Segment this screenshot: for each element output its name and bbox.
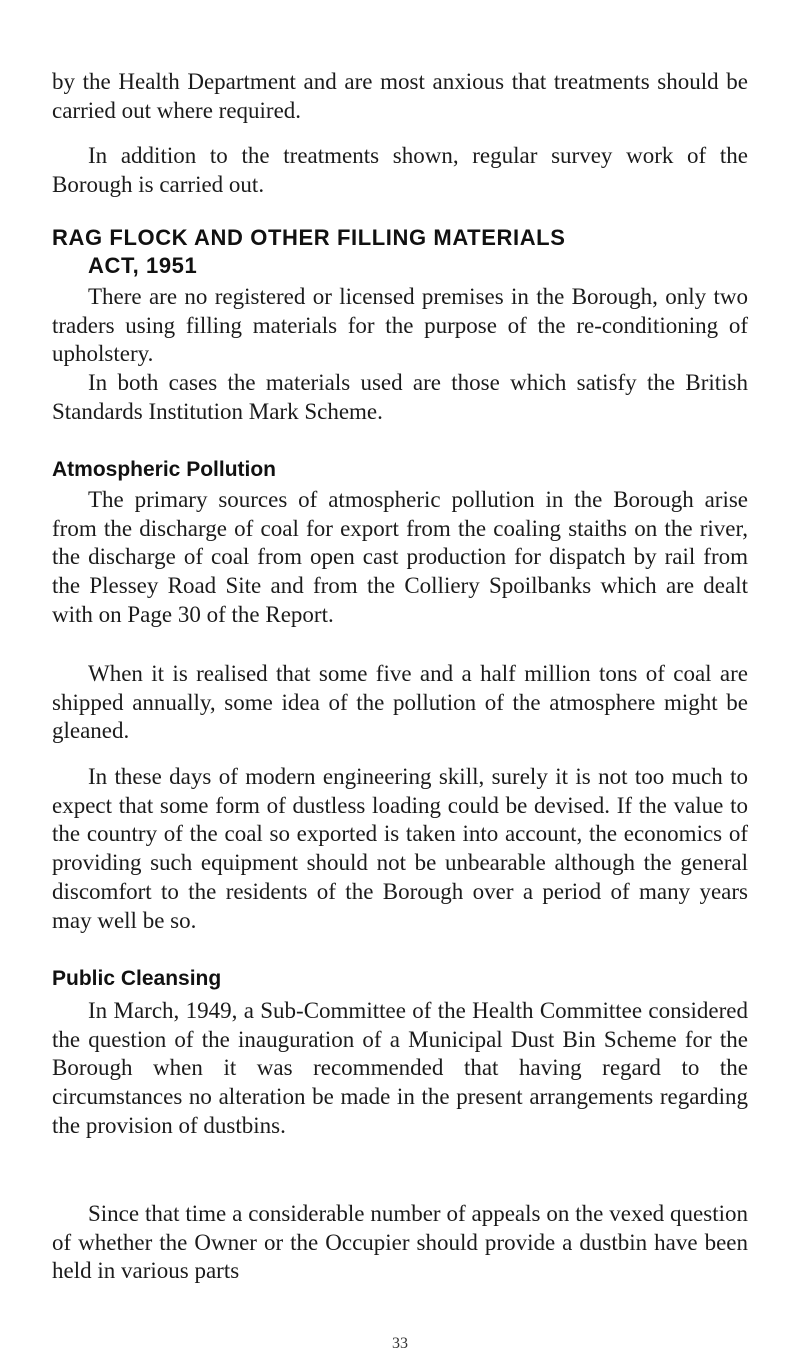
paragraph-british-standards: In both cases the materials used are those which satisfy the British Standards Institution Mark Scheme. [52, 370, 748, 424]
paragraph-registered-premises: There are no registered or licensed premises in the Borough, only two traders using filling materials for the purpose of the re-conditioning of upholstery. [52, 284, 748, 367]
paragraph-treatments-continued: by the Health Department and are most anxious that treatments should be carried out where required. [52, 69, 748, 123]
paragraph-appeals: Since that time a considerable number of appeals on the vexed question of whether the Owner or the Occupier should provide a dustbin have been held in various parts [52, 1201, 748, 1284]
paragraph-dust-bin-scheme: In March, 1949, a Sub-Committee of the Health Committee considered the question of the inauguration of a Municipal Dust Bin Scheme for the Borough when it was recommended that having regard to the circumstances no alteration be made in the present arrangements regarding the provision of dustbins. [52, 998, 748, 1138]
paragraph-survey-work: In addition to the treatments shown, regular survey work of the Borough is carried out. [52, 143, 748, 197]
paragraph-pollution-sources: The primary sources of atmospheric pollution in the Borough arise from the discharge of coal for export from the coaling staiths on the river, the discharge of coal from open cast production for dispatch by rail from the Plessey Road Site and from the Colliery Spoilbanks which are dealt with on Page 30 of the Report. [52, 487, 748, 627]
heading-atmospheric-pollution: Atmospheric Pollution [52, 458, 277, 481]
paragraph-dustless-loading: In these days of modern engineering skill, surely it is not too much to expect that some form of dustless loading could be devised. If the value to the country of the coal so exported is taken into account, the economics of providing such equipment should not be unbearable although the general discomfort to the residents of the Borough over a period of many years may well be so. [52, 764, 748, 933]
heading-rag-flock: RAG FLOCK AND OTHER FILLING MATERIALS [52, 225, 566, 250]
page-number: 33 [392, 1335, 408, 1352]
heading-public-cleansing: Public Cleansing [52, 967, 222, 990]
heading-rag-flock-act-year: ACT, 1951 [88, 253, 198, 278]
paragraph-coal-shipped: When it is realised that some five and a half million tons of coal are shipped annually, some idea of the pollution of the atmosphere might be gleaned. [52, 661, 748, 744]
